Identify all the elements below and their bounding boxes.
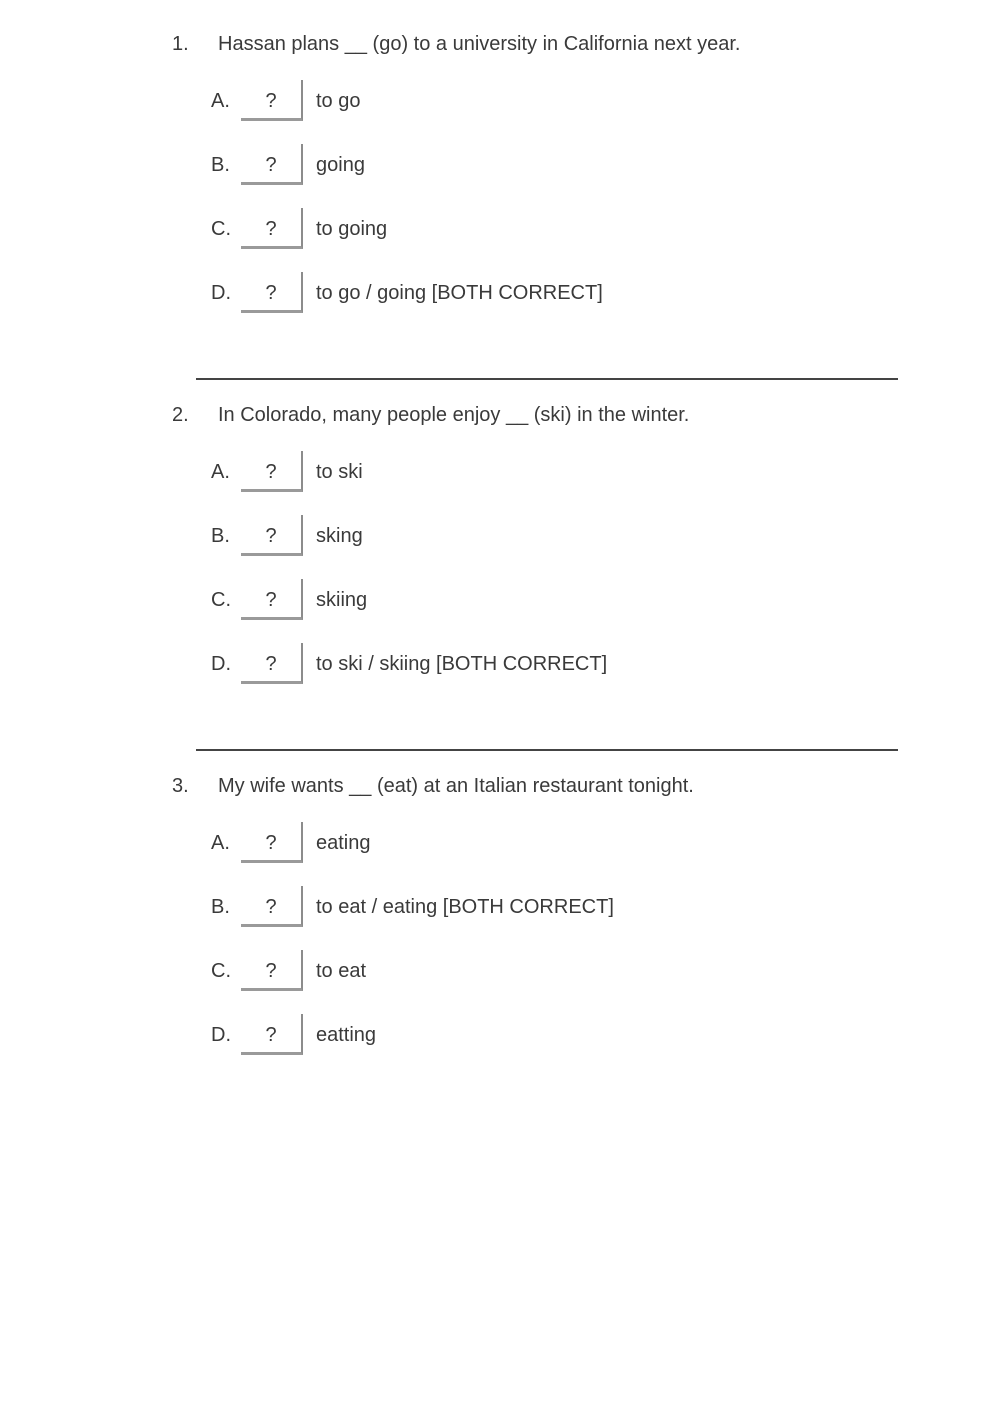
option-1d (0, 272, 1000, 316)
answer-dropdown[interactable] (241, 950, 303, 991)
answer-placeholder: ? (265, 90, 277, 112)
option-letter: C. (211, 589, 231, 611)
question-text: In Colorado, many people enjoy __ (ski) in the winter. (218, 404, 690, 426)
option-text: sking (316, 525, 363, 547)
answer-placeholder: ? (265, 832, 277, 854)
option-2c (0, 579, 1000, 623)
option-letter: C. (211, 218, 231, 240)
answer-dropdown[interactable] (241, 822, 303, 863)
answer-dropdown[interactable] (241, 272, 303, 313)
answer-placeholder: ? (265, 218, 277, 240)
option-text: to eat (316, 960, 367, 982)
option-text: skiing (316, 589, 368, 611)
answer-dropdown[interactable] (241, 579, 303, 620)
option-letter: B. (211, 154, 230, 176)
option-letter: D. (211, 653, 231, 675)
option-text: to ski / skiing [BOTH CORRECT] (316, 653, 608, 675)
option-text: to go / going [BOTH CORRECT] (316, 282, 603, 304)
option-1b (0, 144, 1000, 188)
answer-dropdown[interactable] (241, 208, 303, 249)
answer-placeholder: ? (265, 653, 277, 675)
answer-dropdown[interactable] (241, 886, 303, 927)
answer-dropdown[interactable] (241, 643, 303, 684)
answer-placeholder: ? (265, 154, 277, 176)
question-number: 1. (172, 33, 189, 55)
option-letter: A. (211, 832, 230, 854)
option-3b (0, 886, 1000, 930)
option-text: eatting (316, 1024, 377, 1046)
option-3a (0, 822, 1000, 866)
option-text: eating (316, 832, 371, 854)
option-text: going (316, 154, 365, 176)
option-letter: A. (211, 461, 230, 483)
answer-placeholder: ? (265, 960, 277, 982)
answer-dropdown[interactable] (241, 515, 303, 556)
answer-placeholder: ? (265, 282, 277, 304)
question-number: 2. (172, 404, 189, 426)
option-letter: B. (211, 896, 230, 918)
option-2d (0, 643, 1000, 687)
option-1c (0, 208, 1000, 252)
question-text: My wife wants __ (eat) at an Italian restaurant tonight. (218, 775, 694, 797)
option-3d (0, 1014, 1000, 1058)
answer-placeholder: ? (265, 461, 277, 483)
option-text: to go (316, 90, 361, 112)
question-number: 3. (172, 775, 189, 797)
option-text: to eat / eating [BOTH CORRECT] (316, 896, 614, 918)
option-letter: D. (211, 282, 231, 304)
question-text: Hassan plans __ (go) to a university in California next year. (218, 33, 741, 55)
answer-placeholder: ? (265, 1024, 277, 1046)
option-letter: D. (211, 1024, 231, 1046)
option-2a (0, 451, 1000, 495)
answer-placeholder: ? (265, 589, 277, 611)
option-2b (0, 515, 1000, 559)
option-letter: A. (211, 90, 230, 112)
option-text: to going (316, 218, 388, 240)
answer-placeholder: ? (265, 525, 277, 547)
option-letter: B. (211, 525, 230, 547)
divider (196, 378, 898, 380)
answer-placeholder: ? (265, 896, 277, 918)
divider (196, 749, 898, 751)
answer-dropdown[interactable] (241, 1014, 303, 1055)
option-letter: C. (211, 960, 231, 982)
option-1a (0, 80, 1000, 124)
answer-dropdown[interactable] (241, 144, 303, 185)
answer-dropdown[interactable] (241, 451, 303, 492)
answer-dropdown[interactable] (241, 80, 303, 121)
option-text: to ski (316, 461, 363, 483)
option-3c (0, 950, 1000, 994)
